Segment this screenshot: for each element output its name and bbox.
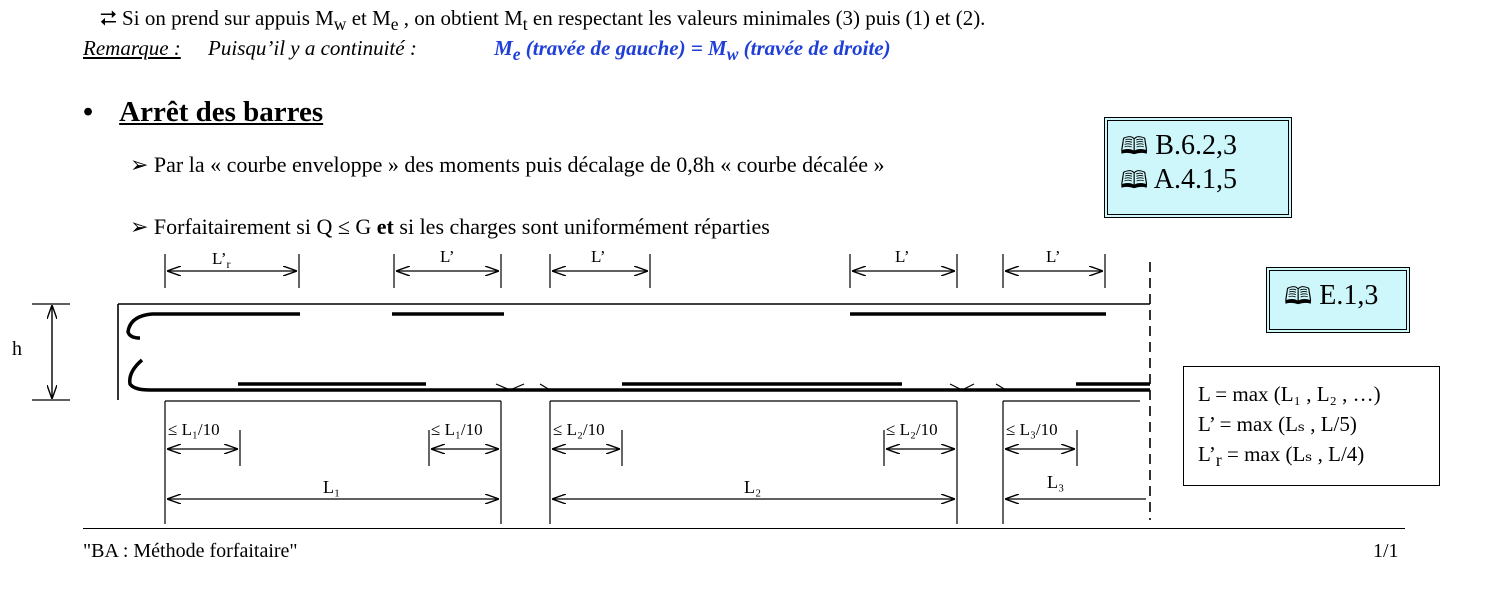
label-lprime: L’ (440, 247, 455, 266)
reference-code: A.4.1,5 (1153, 164, 1237, 195)
eq-part: (travée de gauche) = M (520, 36, 727, 60)
label-l1-tenth: ≤ L₁/10 (431, 420, 483, 439)
list-item-envelope: ➢ Par la « courbe enveloppe » des moments puis décalage de 0,8h « courbe décalée » (130, 152, 885, 177)
label-subscript: r (226, 257, 231, 271)
span-labels (323, 472, 1064, 497)
formula-part: = max (Lₛ , L/4) (1221, 442, 1365, 466)
eq-part: M (494, 36, 513, 60)
label-l1-tenth: ≤ L₁/10 (168, 420, 220, 439)
height-dimension (12, 304, 70, 400)
label-span-l2: L₂ (744, 477, 762, 497)
label-l2-tenth: ≤ L₂/10 (553, 420, 605, 439)
label-span-l1: L₁ (323, 477, 341, 497)
item-text: ➢ Forfaitairement si Q ≤ G (130, 214, 377, 239)
reference-code: E.1,3 (1319, 280, 1379, 311)
top-dimensions (165, 254, 1105, 288)
subscript: t (522, 14, 528, 35)
eq-part: (travée de droite) (738, 36, 891, 60)
formula-subscript: r (1215, 450, 1222, 471)
sentence-part: ⮂ Si on prend sur appuis M (100, 6, 334, 30)
item-text: si les charges sont uniformément réparties (393, 214, 770, 239)
reference-code: B.6.2,3 (1155, 130, 1237, 161)
top-dimension-labels (212, 247, 1061, 271)
label-lprime-r (212, 249, 231, 271)
label-span-l3: L₃ (1047, 472, 1065, 492)
subscript: w (333, 14, 347, 35)
item-bold: et (376, 214, 394, 239)
remark-text: Puisqu’il y a continuité : (208, 36, 417, 60)
sentence-part: et M (346, 6, 391, 30)
bullet-icon: • (83, 96, 94, 128)
support-lines (165, 401, 1140, 524)
bottom-small-labels (168, 420, 1058, 439)
section-title: Arrêt des barres (119, 96, 324, 128)
formula-lprime: L’ = max (Lₛ , L/5) (1198, 412, 1357, 436)
book-icon: 🕮 (1120, 132, 1149, 160)
remark-label: Remarque : (83, 36, 181, 60)
page-number: 1/1 (1373, 540, 1399, 562)
label-lprime: L’ (895, 247, 910, 266)
height-label: h (12, 338, 22, 360)
footer-divider (83, 528, 1405, 529)
label-part: L’ (212, 249, 227, 268)
bottom-bars (130, 360, 1150, 390)
top-bars (128, 314, 1106, 338)
subscript: e (390, 14, 399, 35)
book-icon: 🕮 (1284, 282, 1313, 310)
footer-title: "BA : Méthode forfaitaire" (83, 540, 298, 562)
label-lprime: L’ (591, 247, 606, 266)
label-l3-tenth: ≤ L₃/10 (1006, 420, 1058, 439)
formula-part: L’ (1198, 442, 1216, 466)
label-lprime: L’ (1046, 247, 1061, 266)
label-l2-tenth: ≤ L₂/10 (886, 420, 938, 439)
sentence-part: en respectant les valeurs minimales (3) puis (1) et (2). (527, 6, 986, 30)
eq-subscript: w (726, 44, 739, 65)
sentence-part: , on obtient M (398, 6, 523, 30)
eq-subscript: e (512, 44, 521, 65)
formula-l: L = max (L₁ , L₂ , …) (1198, 382, 1381, 406)
book-icon: 🕮 (1120, 166, 1149, 194)
